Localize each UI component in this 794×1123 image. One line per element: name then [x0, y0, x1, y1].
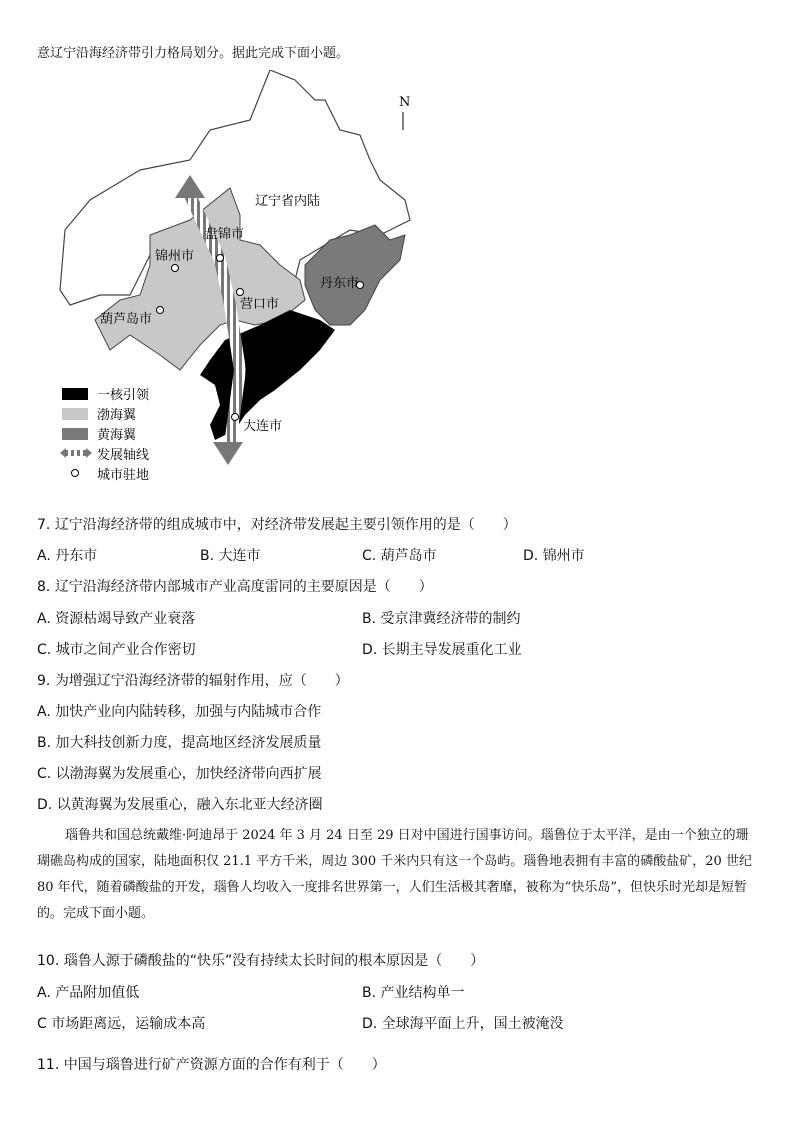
city-dot-dalian [232, 414, 239, 421]
label-jinzhou: 锦州市 [155, 249, 195, 264]
q7-option-c[interactable]: C. 葫芦岛市 [362, 548, 437, 564]
legend-bohai: 渤海翼 [97, 408, 137, 423]
liaoning-map [50, 70, 430, 490]
q9-option-d[interactable]: D. 以黄海翼为发展重心，融入东北亚大经济圈 [37, 797, 323, 813]
label-dalian: 大连市 [243, 419, 283, 434]
legend-core: 一核引领 [97, 388, 150, 403]
intro-text: 意辽宁沿海经济带引力格局划分。据此完成下面小题。 [37, 46, 350, 61]
q9-option-b[interactable]: B. 加大科技创新力度，提高地区经济发展质量 [37, 735, 322, 751]
label-panjin: 盘锦市 [205, 227, 245, 242]
q7-option-d[interactable]: D. 锦州市 [523, 548, 585, 564]
city-dot-jinzhou [172, 265, 179, 272]
legend-city: 城市驻地 [97, 468, 150, 483]
city-dot-panjin [217, 255, 224, 262]
label-dandong: 丹东市 [320, 276, 360, 291]
label-huludao: 葫芦岛市 [100, 312, 153, 327]
city-dot-huludao [157, 307, 164, 314]
map-legend [60, 387, 150, 483]
q10-option-a[interactable]: A. 产品附加值低 [37, 985, 140, 1001]
q7-option-a[interactable]: A. 丹东市 [37, 548, 98, 564]
label-inland: 辽宁省内陆 [255, 194, 321, 209]
question-10: 10. 瑙鲁人源于磷酸盐的“快乐”没有持续太长时间的根本原因是（ ） [37, 953, 485, 969]
legend-axis: 发展轴线 [97, 448, 150, 463]
city-dot-yingkou [237, 289, 244, 296]
q9-option-c[interactable]: C. 以渤海翼为发展重心，加快经济带向西扩展 [37, 766, 322, 782]
question-9: 9. 为增强辽宁沿海经济带的辐射作用，应（ ） [37, 673, 349, 689]
label-yingkou: 营口市 [240, 297, 280, 312]
axis-arrow-south [213, 442, 243, 465]
q7-option-b[interactable]: B. 大连市 [200, 548, 261, 564]
q8-option-b[interactable]: B. 受京津冀经济带的制约 [362, 611, 521, 627]
q10-option-c[interactable]: C 市场距离远，运输成本高 [37, 1016, 206, 1032]
q10-option-d[interactable]: D. 全球海平面上升，国土被淹没 [362, 1016, 564, 1032]
question-11: 11. 中国与瑙鲁进行矿产资源方面的合作有利于（ ） [37, 1057, 386, 1073]
q10-option-b[interactable]: B. 产业结构单一 [362, 985, 465, 1001]
legend-huanghai: 黄海翼 [97, 428, 137, 443]
question-7: 7. 辽宁沿海经济带的组成城市中，对经济带发展起主要引领作用的是（ ） [37, 517, 517, 533]
q8-option-c[interactable]: C. 城市之间产业合作密切 [37, 642, 196, 658]
nauru-passage: 瑙鲁共和国总统戴维·阿迪昂于 2024 年 3 月 24 日至 29 日对中国进行国事访问。瑙鲁位于太平洋，是由一个独立的珊瑚礁岛构成的国家，陆地面积仅 21.1 平方千米，周边 300 千米内只有这一个岛屿。瑙鲁地表拥有丰富的磷酸盐矿，20 世纪 80 年代，随着磷酸盐的开发，瑙鲁人均收入一度排名世界第一，人们生活极其奢靡，被称为“快乐岛”，但快乐时光却是短暂的。完成下面小题。 [37, 828, 752, 921]
q8-option-a[interactable]: A. 资源枯竭导致产业衰落 [37, 611, 196, 627]
north-label: N [399, 95, 411, 110]
question-8: 8. 辽宁沿海经济带内部城市产业高度雷同的主要原因是（ ） [37, 579, 433, 595]
q8-option-d[interactable]: D. 长期主导发展重化工业 [362, 642, 522, 658]
q9-option-a[interactable]: A. 加快产业向内陆转移，加强与内陆城市合作 [37, 704, 322, 720]
